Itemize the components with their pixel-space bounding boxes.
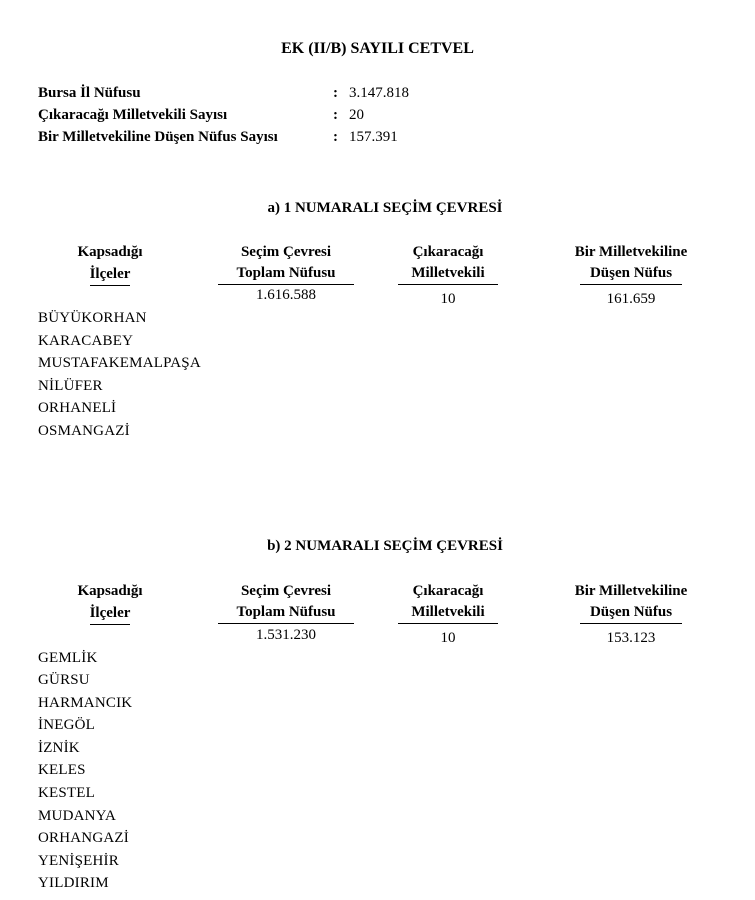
district-name: GEMLİK [38,650,98,666]
district-name: BÜYÜKORHAN [38,310,147,326]
column-header-deputies [398,241,498,285]
section-title: a) 1 NUMARALI SEÇİM ÇEVRESİ [267,200,503,216]
info-value-per-deputy: 157.391 [349,129,398,145]
document-title: EK (II/B) SAYILI CETVEL [281,40,474,57]
district-name: KARACABEY [38,333,134,349]
total-population-value: 1.531.230 [256,627,316,643]
column-header-line: Bir Milletvekiline [574,583,688,599]
column-header-line: Kapsadığı [77,244,143,260]
column-header-line: Düşen Nüfus [580,602,682,624]
info-separator: : [333,85,338,101]
column-header-total-population [218,580,354,624]
column-header-line: İlçeler [90,264,131,286]
column-header-line: Düşen Nüfus [580,263,682,285]
total-population-value: 1.616.588 [256,287,316,303]
column-header-line: Seçim Çevresi [240,583,332,599]
column-header-line: Kapsadığı [77,583,143,599]
section-title: b) 2 NUMARALI SEÇİM ÇEVRESİ [267,538,503,554]
district-name: İNEGÖL [38,717,96,733]
column-header-per-deputy [556,241,706,285]
column-header-districts [50,580,170,625]
info-label-population: Bursa İl Nüfusu [38,85,141,101]
per-deputy-value: 153.123 [606,630,656,646]
column-header-line: Çıkaracağı [412,583,484,599]
district-name: HARMANCIK [38,695,133,711]
column-header-deputies [398,580,498,624]
info-value-population: 3.147.818 [349,85,409,101]
district-name: YILDIRIM [38,875,109,891]
column-header-total-population [218,241,354,285]
info-label-per-deputy: Bir Milletvekiline Düşen Nüfus Sayısı [38,129,278,145]
district-name: KELES [38,762,86,778]
info-label-deputies: Çıkaracağı Milletvekili Sayısı [38,107,228,123]
district-name: YENİŞEHİR [38,853,119,869]
deputies-value: 10 [440,630,456,646]
deputies-value: 10 [440,291,456,307]
column-header-line: İlçeler [90,603,131,625]
column-header-line: Toplam Nüfusu [218,602,354,624]
column-header-per-deputy [556,580,706,624]
district-name: GÜRSU [38,672,90,688]
district-name: ORHANGAZİ [38,830,129,846]
column-header-line: Milletvekili [398,263,498,285]
column-header-line: Çıkaracağı [412,244,484,260]
district-name: NİLÜFER [38,378,103,394]
column-header-line: Toplam Nüfusu [218,263,354,285]
info-value-deputies: 20 [349,107,364,123]
per-deputy-value: 161.659 [606,291,656,307]
district-name: MUDANYA [38,808,117,824]
district-name: KESTEL [38,785,96,801]
district-name: MUSTAFAKEMALPAŞA [38,355,201,371]
district-name: İZNİK [38,740,80,756]
district-name: ORHANELİ [38,400,117,416]
column-header-districts [50,241,170,286]
column-header-line: Milletvekili [398,602,498,624]
column-header-line: Seçim Çevresi [240,244,332,260]
column-header-line: Bir Milletvekiline [574,244,688,260]
district-name: OSMANGAZİ [38,423,130,439]
info-separator: : [333,107,338,123]
info-separator: : [333,129,338,145]
